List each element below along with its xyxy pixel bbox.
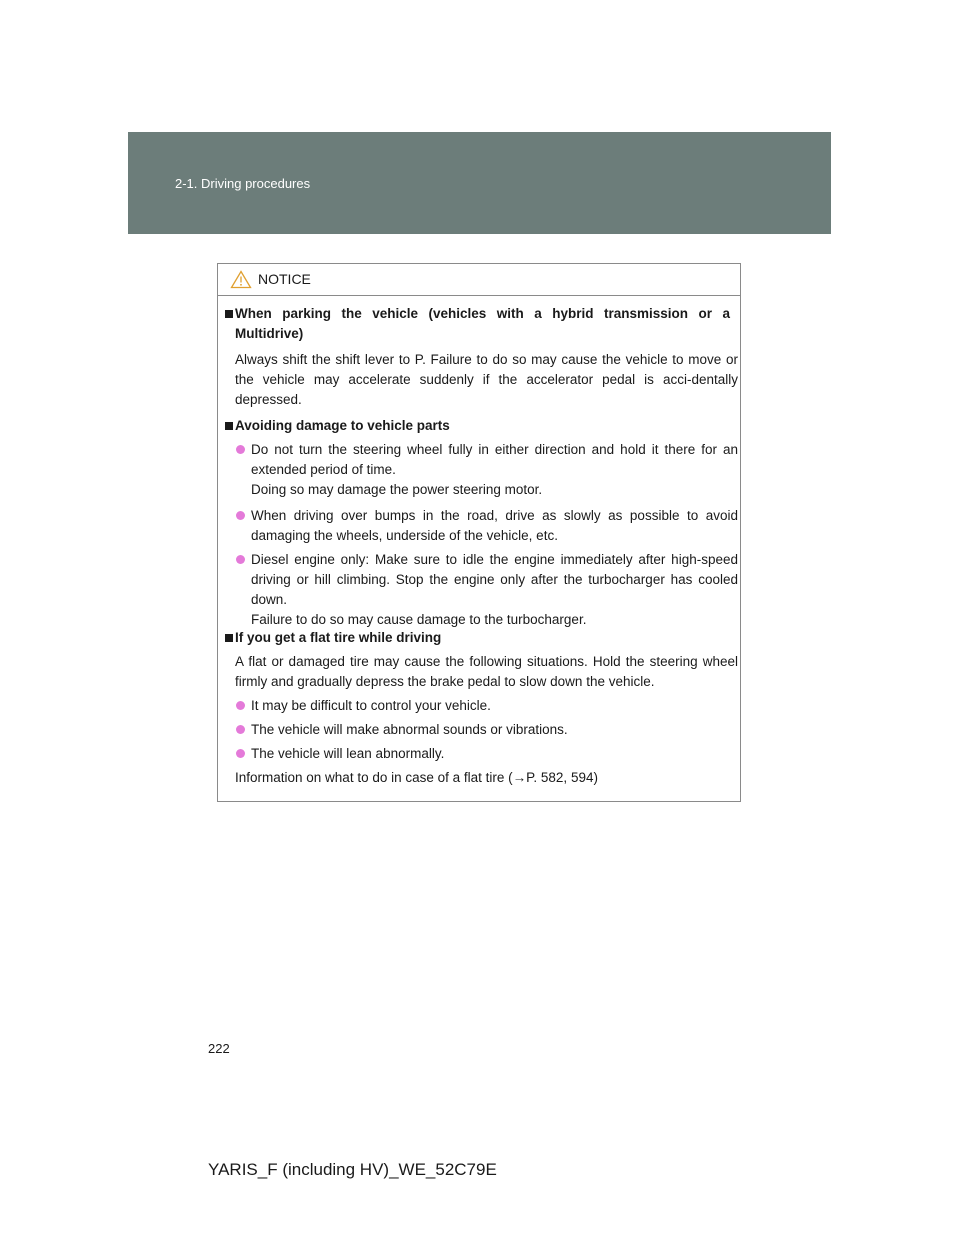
warning-triangle-icon [230,270,252,289]
bullet-dot-icon [236,445,245,454]
bullet-dot-icon [236,701,245,710]
list-item: The vehicle will make abnormal sounds or vibrations. [218,720,738,740]
bullet-dot-icon [236,749,245,758]
square-bullet-icon [225,422,233,430]
section-parking-heading: When parking the vehicle (vehicles with a hybrid transmission or a Multidrive) [218,304,730,344]
notice-body [218,296,740,801]
section-title: 2-1. Driving procedures [175,176,311,191]
document-code: YARIS_F (including HV)_WE_52C79E [208,1160,497,1179]
header-bar [128,132,831,234]
list-item: Do not turn the steering wheel fully in either direction and hold it there for an extended period of time. Doing so may damage the power steering motor. [218,440,738,500]
bullet-dot-icon [236,511,245,520]
section-flat-tire-text: A flat or damaged tire may cause the following situations. Hold the steering wheel firmly and gradually depress the brake pedal to slow down the vehicle. [235,654,738,689]
bullet-dot-icon [236,725,245,734]
notice-label: NOTICE [258,271,311,287]
flat-tire-reference: Information on what to do in case of a flat tire (→P. 582, 594) [235,770,598,785]
section-damage-heading: Avoiding damage to vehicle parts [218,416,730,436]
list-item: The vehicle will lean abnormally. [218,744,738,764]
list-item: When driving over bumps in the road, drive as slowly as possible to avoid damaging the wheels, underside of the vehicle, etc. [218,506,738,546]
notice-box [217,263,741,802]
list-item: It may be difficult to control your vehicle. [218,696,738,716]
square-bullet-icon [225,310,233,318]
page-number: 222 [208,1041,230,1056]
list-item: Diesel engine only: Make sure to idle the engine immediately after high-speed driving or hill climbing. Stop the engine only after the turbocharger has cooled down. Failure to do so may cause damage to the turbocharger. [218,550,738,630]
notice-header [218,264,740,296]
section-parking-text: Always shift the shift lever to P. Failure to do so may cause the vehicle to move or the vehicle may accelerate suddenly if the accelerator pedal is acci-dentally depressed. [235,352,738,407]
section-flat-tire-heading: If you get a flat tire while driving [218,628,730,648]
bullet-dot-icon [236,555,245,564]
square-bullet-icon [225,634,233,642]
